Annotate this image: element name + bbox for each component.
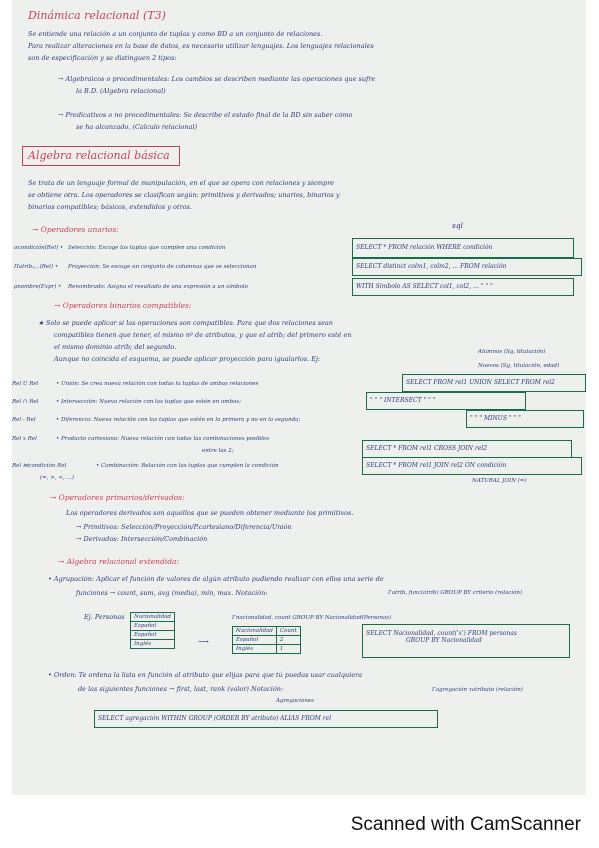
example-sql-line-2: GROUP BY Nacionalidad xyxy=(406,637,482,645)
prim-text: Los operadores derivados son aquellos que se pueden obtener mediante los primitivos. xyxy=(66,509,354,517)
unary-heading: → Operadores unarios: xyxy=(32,225,119,234)
example-table-2-header: Nacionalidad xyxy=(233,627,277,636)
ext-heading: → Algebra relacional extendida: xyxy=(58,557,180,566)
example-sql-box xyxy=(362,624,570,658)
example-table-1-row: Español xyxy=(131,622,175,631)
binary-text-difference: • Diferencia: Nueva relación con las tuplas que estén en la primera y no en la segunda; xyxy=(56,417,301,423)
example-table-1 xyxy=(130,612,175,649)
order-line-1: • Orden: Te ordena la lista en función al atributo que elijas para que tú puedas usar cualquiera xyxy=(48,671,363,679)
unary-sql-3: WITH Simbolo AS SELECT col1, col2, ... " " " xyxy=(352,278,574,296)
binary-intro-4: Aunque no coincida el esquema, se puede aplicar proyección para igualarlos. Ej: xyxy=(54,355,321,363)
binary-text-product: • Producto cartesiano: Nueva relación con todas las combinaciones posibles xyxy=(56,436,270,442)
example-aside-2: Nuevos (Sg, titulación, edad) xyxy=(478,363,560,369)
example-table-2-cell: 1 xyxy=(276,645,300,654)
unary-sql-2: SELECT distinct colm1, colm2, ... FROM relación xyxy=(352,258,582,276)
basic-intro-2: se obtiene otra. Los operadores se clasifican según: primitivos y derivados; unarios, binarios y xyxy=(28,191,340,199)
agg-line-1: • Agrupación: Aplicar el función de valores de algún atributo pudiendo realizar con ellos una serie de xyxy=(48,575,384,583)
binary-intro-2: compatibles tienen que tener, el mismo nº de atributos, y que el atrib; del primero esté en xyxy=(54,331,352,339)
binary-text-intersect: • Intersección: Nueva relación con las tuplas que estén en ambas; xyxy=(56,399,241,405)
sql-label: sql xyxy=(452,221,464,230)
page-title: Dinámica relacional (T3) xyxy=(28,9,166,22)
binary-intro-1: ★ Solo se puede aplicar si las operaciones son compatibles. Para que dos relaciones sean xyxy=(38,319,333,327)
prim-heading: → Operadores primarios/derivados: xyxy=(50,493,185,502)
example-table-2-cell: 2 xyxy=(276,636,300,645)
intro-line-2: Para realizar alteraciones en la base de datos, es necesario utilizar lenguajes. Los lenguajes relacionales xyxy=(28,42,374,50)
unary-left-2: Πatrib₁,..(Rel) • xyxy=(14,264,59,270)
binary-text-join: • Combinación: Relación con las tuplas que cumplen la condición xyxy=(96,463,279,469)
unary-text-2: Proyección: Se escoge un conjunto de columnas que se seleccionan xyxy=(68,264,257,270)
type-predicative-2: se ha alcanzado. (Calculo relacional) xyxy=(76,123,197,131)
unary-left-3: ρnombre(Expr) • xyxy=(14,284,62,290)
prim-list-2: → Derivados: Intersección/Combinación xyxy=(76,535,208,543)
binary-left-difference: Rel - Rel xyxy=(12,417,36,423)
basic-intro-3: binarios compatibles; básicos, extendidos y otros. xyxy=(28,203,192,211)
arrow-icon: ⟶ xyxy=(198,637,209,646)
natural-join-note: NATURAL JOIN (=) xyxy=(472,478,527,484)
type-predicative-1: → Predicativos o no procedimentales: Se describe el estado final de la BD sin saber cómo xyxy=(58,111,353,119)
example-sql-line-1: SELECT Nacionalidad, count('x') FROM personas xyxy=(366,630,517,637)
order-sql-box: SELECT agregación WITHIN GROUP (ORDER BY atributo) ALIAS FROM rel xyxy=(94,710,438,728)
binary-sql-join: SELECT * FROM rel1 JOIN rel2 ON condición xyxy=(362,457,582,475)
agg-line-2: funciones → count, sum, avg (media), min, max. Notación: xyxy=(76,589,268,597)
order-note: Agregaciones xyxy=(276,698,314,704)
binary-intro-3: el mismo dominio atrib; del segundo. xyxy=(54,343,177,351)
scanned-page xyxy=(12,0,586,795)
example-table-1-row: Español xyxy=(131,631,175,640)
section-basic-title: Algebra relacional básica xyxy=(28,149,170,162)
binary-text-union: • Unión: Se crea nueva relación con todas la tuplas de ambas relaciones xyxy=(56,381,259,387)
binary-text-product-2: entre las 2; xyxy=(202,448,234,454)
example-arrow-note: Γnacionalidad, count GROUP BY Nacionalidad(Personas) xyxy=(232,615,392,621)
scanner-watermark: Scanned with CamScanner xyxy=(350,814,581,835)
example-aside-1: Alumnos (Sg, titulación) xyxy=(478,349,546,355)
unary-sql-1: SELECT * FROM relación WHERE condición xyxy=(352,238,574,258)
example-table-2 xyxy=(232,626,301,654)
example-table-1-row: Inglés xyxy=(131,640,175,649)
example-table-2-cell: Español xyxy=(233,636,277,645)
binary-left-union: Rel U Rel xyxy=(12,381,39,387)
example-table-2-cell: Inglés xyxy=(233,645,277,654)
unary-text-3: Renombrado: Asigna el resultado de una expresión a un símbolo xyxy=(68,284,248,290)
basic-intro-1: Se trata de un lenguaje formal de manipulación, en el que se opera con relaciones y siempre xyxy=(28,179,335,187)
binary-sql-union: SELECT FROM rel1 UNION SELECT FROM rel2 xyxy=(402,374,586,392)
prim-list-1: → Primitivos: Selección/Proyección/P.cartesiano/Diferencia/Unión xyxy=(76,523,292,531)
example-label: Ej. Personas xyxy=(84,613,125,621)
order-line-2: de las siguientes funciones → first, last, rank (valor) Notación: xyxy=(78,685,284,693)
example-table-2-header: Count xyxy=(276,627,300,636)
binary-left-product: Rel x Rel xyxy=(12,436,37,442)
join-note: (=, >, <, ...) xyxy=(40,475,74,481)
binary-left-intersect: Rel ∩ Rel xyxy=(12,399,39,405)
binary-sql-product: SELECT * FROM rel1 CROSS JOIN rel2 xyxy=(362,440,572,458)
binary-left-join: Rel ⋈condición Rel xyxy=(12,463,67,469)
type-algebraic-2: la B.D. (Algebra relacional) xyxy=(76,87,166,95)
agg-notation: Γatrib, func(atrib) GROUP BY criterio (relación) xyxy=(388,590,523,596)
type-algebraic-1: → Algebraicos o procedimentales: Los cambios se describen mediante las operaciones que sufre xyxy=(58,75,376,83)
binary-sql-difference: " " " MINUS " " " xyxy=(466,410,584,428)
order-notation: Γagregación τatributo (relación) xyxy=(432,687,523,693)
binary-sql-intersect: " " " INTERSECT " " " xyxy=(366,392,526,410)
unary-left-1: σcondición(Rel) • xyxy=(14,245,64,251)
example-table-1-header: Nacionalidad xyxy=(131,613,175,622)
intro-line-1: Se entiende una relación a un conjunto de tuplas y como BD a un conjunto de relaciones. xyxy=(28,30,323,38)
intro-line-3: son de especificación y se distinguen 2 tipos: xyxy=(28,54,177,62)
binary-heading: → Operadores binarios compatibles: xyxy=(54,301,192,310)
unary-text-1: Selección: Escoge las tuplas que cumplen una condición xyxy=(68,245,226,251)
